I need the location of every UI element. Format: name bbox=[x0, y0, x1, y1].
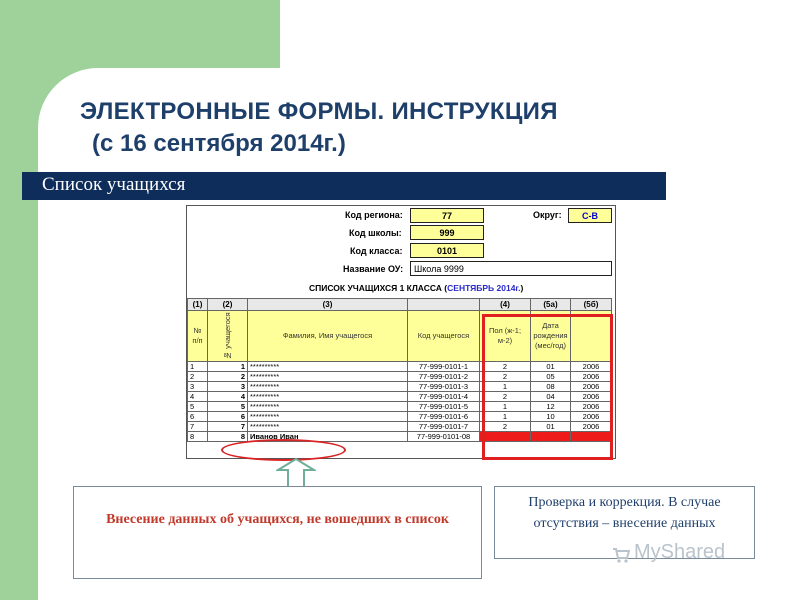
table-cell-num[interactable]: 7 bbox=[208, 422, 248, 432]
table-cell-sex[interactable] bbox=[480, 432, 531, 442]
table-cell-year[interactable]: 2006 bbox=[571, 422, 612, 432]
col-number-cell: (4) bbox=[480, 299, 531, 311]
table-cell-num[interactable]: 6 bbox=[208, 412, 248, 422]
col-header-cell: № п/п bbox=[188, 311, 208, 362]
col-header-cell: Пол (ж-1; м-2) bbox=[480, 311, 531, 362]
table-cell-n[interactable]: 8 bbox=[188, 432, 208, 442]
col-number-cell: (2) bbox=[208, 299, 248, 311]
table-cell-month[interactable]: 05 bbox=[531, 372, 571, 382]
table-cell-code[interactable]: 77-999-0101-6 bbox=[408, 412, 480, 422]
table-cell-code[interactable]: 77-999-0101-5 bbox=[408, 402, 480, 412]
table-cell-code[interactable]: 77-999-0101-08 bbox=[408, 432, 480, 442]
school-value[interactable]: 999 bbox=[410, 225, 484, 240]
col-header-cell: Код учащегося bbox=[408, 311, 480, 362]
slide-subtitle: (с 16 сентября 2014г.) bbox=[92, 130, 346, 157]
table-cell-n[interactable]: 2 bbox=[188, 372, 208, 382]
table-cell-sex[interactable]: 2 bbox=[480, 372, 531, 382]
table-row[interactable] bbox=[188, 362, 612, 372]
note-left-box bbox=[73, 486, 482, 579]
ou-label: Название ОУ: bbox=[343, 264, 404, 274]
table-cell-year[interactable] bbox=[571, 432, 612, 442]
col-number-cell: (1) bbox=[188, 299, 208, 311]
table-cell-month[interactable]: 08 bbox=[531, 382, 571, 392]
table-cell-code[interactable]: 77-999-0101-7 bbox=[408, 422, 480, 432]
table-cell-sex[interactable]: 1 bbox=[480, 412, 531, 422]
col-number-cell: (3) bbox=[248, 299, 408, 311]
table-cell-name[interactable]: Иванов Иван bbox=[248, 432, 408, 442]
table-cell-month[interactable]: 01 bbox=[531, 422, 571, 432]
table-cell-n[interactable]: 3 bbox=[188, 382, 208, 392]
col-header-cell: Дата рождения (мес/год) bbox=[531, 311, 571, 362]
col-header-cell: Фамилия, Имя учащегося bbox=[248, 311, 408, 362]
section-label: Список учащихся bbox=[42, 174, 186, 195]
table-cell-n[interactable]: 7 bbox=[188, 422, 208, 432]
col-number-cell: (5б) bbox=[571, 299, 612, 311]
table-cell-month[interactable]: 10 bbox=[531, 412, 571, 422]
col-header-cell bbox=[571, 311, 612, 362]
cart-icon bbox=[612, 546, 630, 564]
region-value[interactable]: 77 bbox=[410, 208, 484, 223]
table-cell-n[interactable]: 1 bbox=[188, 362, 208, 372]
table-cell-num[interactable]: 4 bbox=[208, 392, 248, 402]
table-cell-name[interactable]: ********** bbox=[248, 372, 408, 382]
okrug-label: Округ: bbox=[533, 210, 562, 220]
table-cell-month[interactable]: 12 bbox=[531, 402, 571, 412]
table-cell-num[interactable]: 5 bbox=[208, 402, 248, 412]
table-cell-sex[interactable]: 2 bbox=[480, 392, 531, 402]
table-cell-sex[interactable]: 1 bbox=[480, 402, 531, 412]
table-cell-num[interactable]: 1 bbox=[208, 362, 248, 372]
ou-value[interactable]: Школа 9999 bbox=[410, 261, 612, 276]
table-row[interactable] bbox=[188, 402, 612, 412]
col-header-cell: № учащегося bbox=[208, 311, 248, 362]
table-cell-year[interactable]: 2006 bbox=[571, 412, 612, 422]
table-cell-month[interactable]: 04 bbox=[531, 392, 571, 402]
table-row[interactable] bbox=[188, 392, 612, 402]
watermark-text: MyShared bbox=[634, 541, 726, 563]
students-form bbox=[186, 205, 616, 459]
table-cell-code[interactable]: 77-999-0101-4 bbox=[408, 392, 480, 402]
table-row[interactable] bbox=[188, 382, 612, 392]
table-row[interactable] bbox=[188, 422, 612, 432]
col-number-cell: (5а) bbox=[531, 299, 571, 311]
table-row[interactable] bbox=[188, 372, 612, 382]
table-cell-year[interactable]: 2006 bbox=[571, 402, 612, 412]
note-right-text: Проверка и коррекция. В случае отсутствия – внесение данных bbox=[528, 495, 721, 531]
table-cell-month[interactable] bbox=[531, 432, 571, 442]
note-left-text: Внесение данных об учащихся, не вошедших в список bbox=[106, 512, 449, 527]
table-cell-code[interactable]: 77-999-0101-1 bbox=[408, 362, 480, 372]
class-value[interactable]: 0101 bbox=[410, 243, 484, 258]
table-cell-month[interactable]: 01 bbox=[531, 362, 571, 372]
table-cell-n[interactable]: 4 bbox=[188, 392, 208, 402]
table-cell-name[interactable]: ********** bbox=[248, 392, 408, 402]
table-cell-code[interactable]: 77-999-0101-3 bbox=[408, 382, 480, 392]
region-label: Код региона: bbox=[345, 210, 403, 220]
table-cell-name[interactable]: ********** bbox=[248, 422, 408, 432]
table-cell-name[interactable]: ********** bbox=[248, 362, 408, 372]
table-cell-sex[interactable]: 2 bbox=[480, 362, 531, 372]
table-cell-name[interactable]: ********** bbox=[248, 412, 408, 422]
table-cell-num[interactable]: 8 bbox=[208, 432, 248, 442]
table-cell-sex[interactable]: 2 bbox=[480, 422, 531, 432]
table-cell-num[interactable]: 2 bbox=[208, 372, 248, 382]
table-cell-num[interactable]: 3 bbox=[208, 382, 248, 392]
table-cell-year[interactable]: 2006 bbox=[571, 392, 612, 402]
up-arrow-icon bbox=[276, 458, 316, 488]
table-cell-n[interactable]: 6 bbox=[188, 412, 208, 422]
table-cell-code[interactable]: 77-999-0101-2 bbox=[408, 372, 480, 382]
class-label: Код класса: bbox=[350, 246, 403, 256]
table-cell-sex[interactable]: 1 bbox=[480, 382, 531, 392]
table-row[interactable] bbox=[188, 412, 612, 422]
okrug-value[interactable]: С-В bbox=[568, 208, 612, 223]
school-label: Код школы: bbox=[349, 228, 402, 238]
table-cell-year[interactable]: 2006 bbox=[571, 362, 612, 372]
table-cell-name[interactable]: ********** bbox=[248, 382, 408, 392]
table-cell-name[interactable]: ********** bbox=[248, 402, 408, 412]
col-number-cell bbox=[408, 299, 480, 311]
list-title: СПИСОК УЧАЩИХСЯ 1 КЛАССА (СЕНТЯБРЬ 2014г.) bbox=[309, 283, 524, 293]
students-table bbox=[187, 298, 612, 442]
slide-title: ЭЛЕКТРОННЫЕ ФОРМЫ. ИНСТРУКЦИЯ bbox=[80, 98, 558, 125]
table-cell-year[interactable]: 2006 bbox=[571, 382, 612, 392]
table-cell-year[interactable]: 2006 bbox=[571, 372, 612, 382]
table-cell-n[interactable]: 5 bbox=[188, 402, 208, 412]
